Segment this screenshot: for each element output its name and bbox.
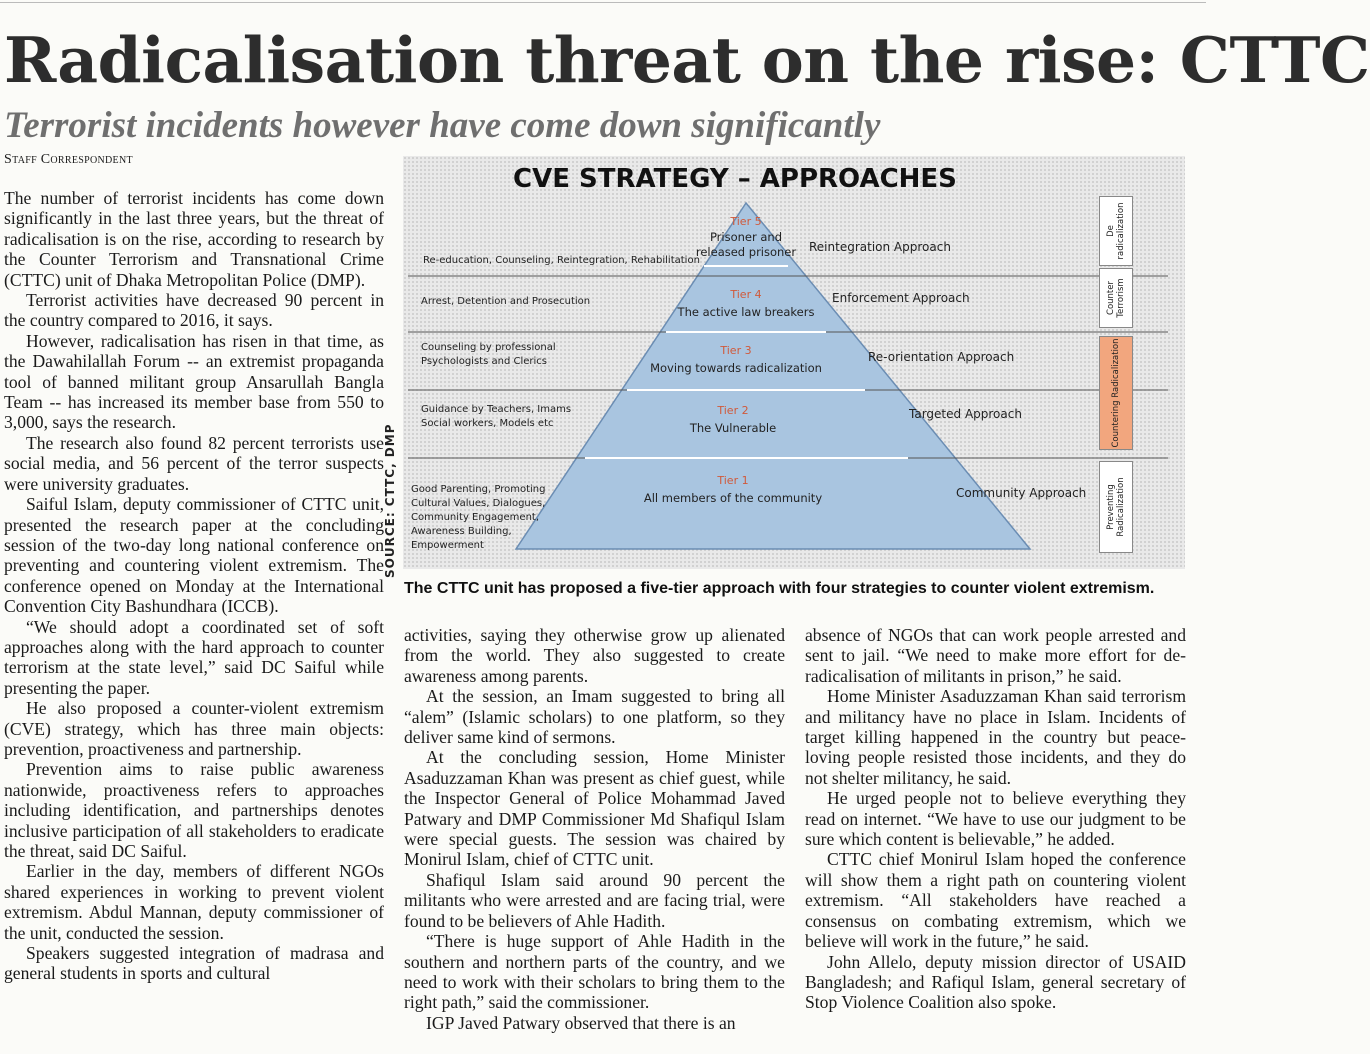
side-box-label: De radicalization <box>1106 202 1126 260</box>
paragraph: Terrorist activities have decreased 90 percent in the country compared to 2016, it says. <box>4 290 384 331</box>
side-box-label: Preventing Radicalization <box>1106 477 1126 537</box>
tier-3-number: Tier 3 <box>720 344 752 357</box>
tier-5-number: Tier 5 <box>730 215 762 228</box>
paragraph: Speakers suggested integration of madrasa and general students in sports and cultural <box>4 943 384 984</box>
tier-2-left-label: Guidance by Teachers, Imams Social workers, Models etc <box>421 404 572 429</box>
tier-1-description: All members of the community <box>643 491 823 505</box>
paragraph: The number of terrorist incidents has come down significantly in the last three years, but the threat of radicalisation is on the rise, according to research by the Counter Terrorism and Transnational Crime (CTTC) unit of Dhaka Metropolitan Police (DMP). <box>4 188 384 290</box>
paragraph: IGP Javed Patwary observed that there is an <box>426 1012 736 1033</box>
tier-2-description: The Vulnerable <box>689 421 777 435</box>
subheadline: Terrorist incidents however have come down significantly <box>4 105 881 146</box>
paragraph: “We should adopt a coordinated set of soft approaches along with the hard approach to counter terrorism at the state level,” said DC Saiful while presenting the paper. <box>4 616 384 698</box>
paragraph: “There is huge support of Ahle Hadith in the southern and northern parts of the country, and we need to work with their scholars to bring them to the right path,” said the commissioner. <box>404 931 785 1013</box>
paragraph: Shafiqul Islam said around 90 percent the militants who were arrested and are facing trial, were found to be believers of Ahle Hadith. <box>404 869 785 931</box>
paragraph: CTTC chief Monirul Islam hoped the conference will show them a right path on countering violent extremism. “All stakeholders have reached a consensus on combating extremism, which we believe will work in the future,” he said. <box>805 849 1186 952</box>
graphic-source: SOURCE: CTTC, DMP <box>383 423 397 578</box>
tier-4-left-label: Arrest, Detention and Prosecution <box>421 296 591 307</box>
tier-3-left-label: Counseling by professional Psychologists and Clerics <box>421 342 556 367</box>
side-box-label: Counter Terrorism <box>1106 278 1126 318</box>
top-rule <box>0 2 1206 3</box>
side-box-preventing-radicalization <box>1099 461 1133 553</box>
paragraph: Prevention aims to raise public awareness nationwide, proactiveness refers to approaches including identification, and partnerships denotes inclusive participation of all stakeholders to eradicate the threat, said DC Saiful. <box>4 759 384 861</box>
paragraph: However, radicalisation has risen in that time, as the Dawahilallah Forum -- an extremist propaganda tool of banned militant group Ansarullah Bangla Team -- has increased its member base from 550 to 3,000, says the research. <box>4 330 384 433</box>
headline: Radicalisation threat on the rise: CTTC <box>4 23 1370 97</box>
article-column-2 <box>404 625 785 1033</box>
paragraph: At the concluding session, Home Minister Asaduzzaman Khan was present as chief guest, while the Inspector General of Police Mohammad Javed Patwary and DMP Commissioner Md Shafiqul Islam were special guests. The session was chaired by Monirul Islam, chief of CTTC unit. <box>404 747 785 870</box>
article-column-1 <box>4 188 384 984</box>
tier-3-description: Moving towards radicalization <box>650 361 822 375</box>
tier-4-approach: Enforcement Approach <box>832 291 970 305</box>
tier-1-left-label: Good Parenting, Promoting Cultural Values, Dialogues, Community Engagement, Awareness Building, Empowerment <box>411 484 546 551</box>
paragraph: John Allelo, deputy mission director of USAID Bangladesh; and Rafiqul Islam, general secretary of Stop Violence Coalition also spoke. <box>805 951 1186 1013</box>
paragraph: Home Minister Asaduzzaman Khan said terrorism and militancy have no place in Islam. Incidents of target killing happened in the country but peace-loving people resisted those incidents, and they do not shelter militancy, he said. <box>805 686 1186 788</box>
article-column-3 <box>805 625 1186 1013</box>
paragraph: activities, saying they otherwise grow up alienated from the world. They also suggested to create awareness among parents. <box>404 625 785 686</box>
tier-4-description: The active law breakers <box>677 305 815 319</box>
tier-1-approach: Community Approach <box>956 486 1087 500</box>
tier-5-approach: Reintegration Approach <box>809 240 951 254</box>
paragraph: At the session, an Imam suggested to bring all “alem” (Islamic scholars) to one platform, so they deliver same kind of sermons. <box>404 686 785 748</box>
graphic-title: CVE STRATEGY – APPROACHES <box>513 164 957 194</box>
side-box-counter-terrorism <box>1099 268 1133 328</box>
paragraph: He urged people not to believe everything they read on internet. “We have to use our judgment to be sure which content is believable,” he added. <box>805 788 1186 850</box>
tier-5-description: Prisoner and released prisoner <box>695 230 797 259</box>
cve-strategy-graphic <box>403 156 1185 569</box>
paragraph: absence of NGOs that can work people arrested and sent to jail. “We need to make more effort for de-radicalisation of militants in prison,” he said. <box>805 625 1186 686</box>
graphic-caption: The CTTC unit has proposed a five-tier approach with four strategies to counter violent extremism. <box>404 580 1155 597</box>
paragraph: Earlier in the day, members of different NGOs shared experiences in working to prevent violent extremism. Abdul Mannan, deputy commissioner of the unit, conducted the session. <box>4 861 384 943</box>
paragraph: Saiful Islam, deputy commissioner of CTTC unit, presented the research paper at the concluding session of the two-day long national conference on preventing and countering violent extremism. The conference opened on Monday at the International Convention City Bashundhara (ICCB). <box>4 494 384 617</box>
tier-2-approach: Targeted Approach <box>909 407 1022 421</box>
tier-3-approach: Re-orientation Approach <box>868 350 1015 364</box>
side-box-countering-radicalization <box>1099 336 1133 450</box>
tier-1-number: Tier 1 <box>717 474 749 487</box>
side-box-label: Countering Radicalization <box>1111 338 1121 448</box>
tier-4-number: Tier 4 <box>730 288 762 301</box>
side-box-de-radicalization <box>1099 196 1133 266</box>
paragraph: The research also found 82 percent terrorists use social media, and 56 percent of the terror suspects were university graduates. <box>4 432 384 494</box>
paragraph: He also proposed a counter-violent extremism (CVE) strategy, which has three main objects: prevention, proactiveness and partnership. <box>4 698 384 759</box>
tier-2-number: Tier 2 <box>717 404 749 417</box>
byline: Staff Correspondent <box>4 152 133 167</box>
tier-5-left-label: Re-education, Counseling, Reintegration, Rehabilitation <box>423 255 700 266</box>
